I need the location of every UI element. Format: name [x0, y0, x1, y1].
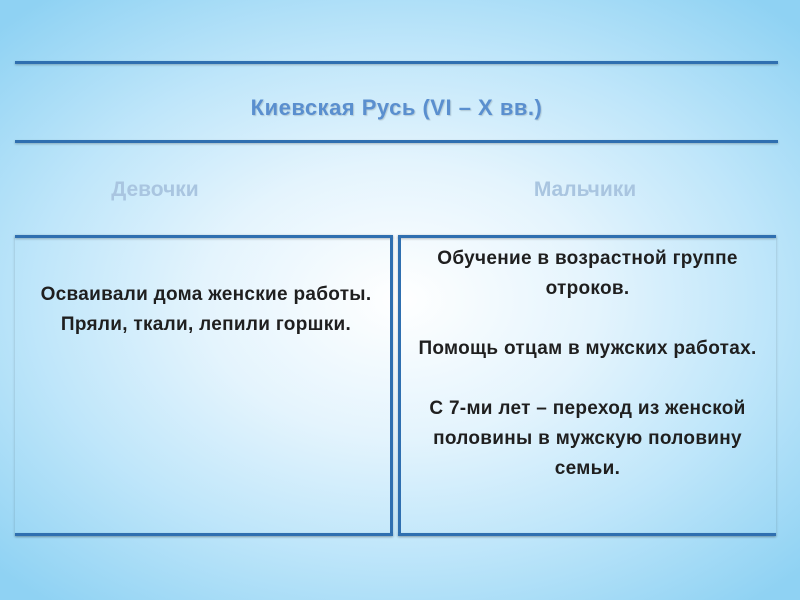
boys-text-1: Обучение в возрастной группе отроков.: [437, 248, 738, 299]
girls-text: Осваивали дома женские работы. Пряли, ткали, лепили горшки.: [40, 284, 372, 335]
boys-cell-bottom-rule: [398, 533, 776, 536]
girls-column-header: Девочки: [111, 178, 199, 201]
girls-cell-bottom-rule: [15, 533, 393, 536]
boys-cell-text: [405, 244, 770, 484]
boys-text-2: Помощь отцам в мужских работах.: [418, 338, 757, 359]
paragraph-gap: [405, 364, 770, 394]
paragraph-gap: [405, 304, 770, 334]
top-rule: [15, 61, 778, 64]
slide-title: Киевская Русь (VI – X вв.): [250, 95, 543, 120]
boys-column-header: Мальчики: [533, 178, 637, 201]
title-bottom-rule: [15, 140, 778, 143]
boys-text-3: С 7-ми лет – переход из женской половины в мужскую половину семьи.: [429, 398, 746, 479]
girls-cell-text: [30, 280, 382, 340]
